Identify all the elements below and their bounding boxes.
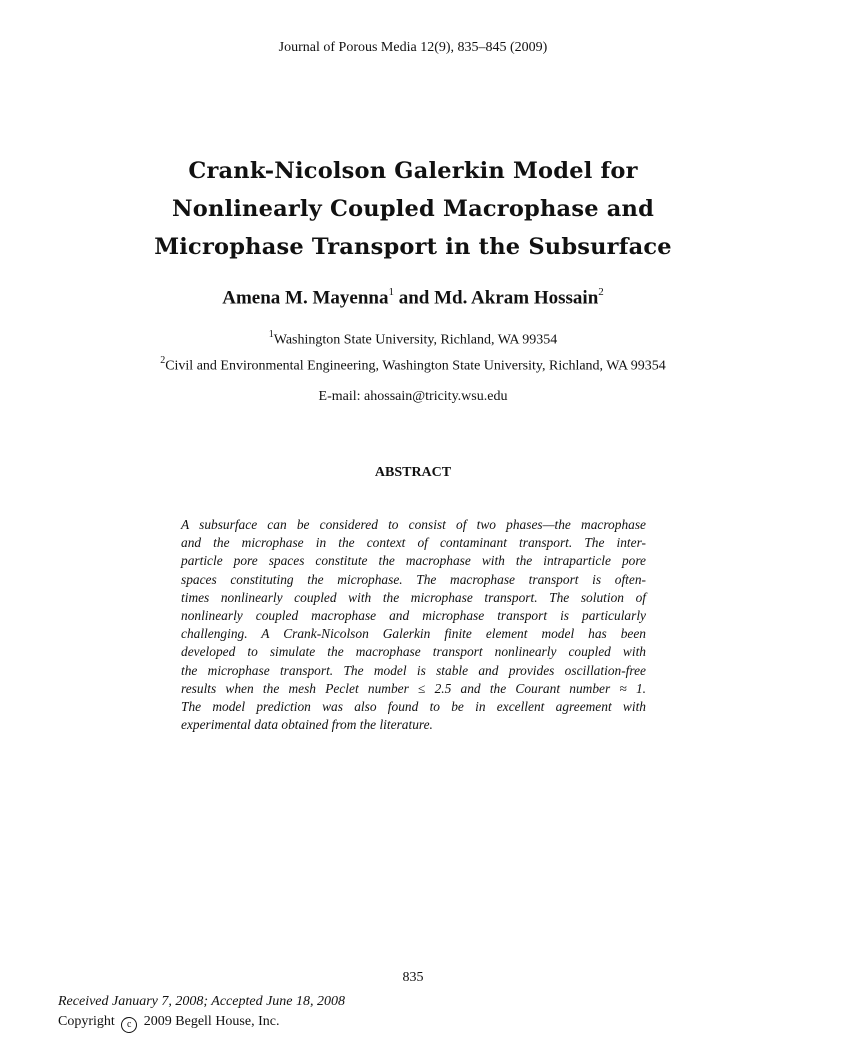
abstract-line: and the microphase in the context of contaminant transport. The inter-: [181, 535, 646, 551]
abstract-line: nonlinearly coupled macrophase and microphase transport is particularly: [181, 607, 646, 623]
affiliation-mark: 2: [160, 355, 166, 366]
journal-header: Journal of Porous Media 12(9), 835–845 (2009): [278, 40, 548, 55]
author-affil-mark: 1: [388, 286, 394, 298]
abstract-line: results when the mesh Peclet number ≤ 2.5 and the Courant number ≈ 1.: [181, 680, 646, 696]
copyright-icon: c: [121, 1017, 137, 1033]
author-name: Amena M. Mayenna: [222, 287, 389, 309]
abstract-line: experimental data obtained from the literature.: [181, 717, 433, 733]
paper-title: [0, 152, 826, 266]
affiliation: [0, 330, 826, 349]
abstract-line: challenging. A Crank-Nicolson Galerkin finite element model has been: [181, 626, 646, 642]
abstract-line: developed to simulate the macrophase transport nonlinearly coupled with: [181, 644, 646, 660]
abstract-body: [181, 516, 646, 734]
received-accepted-dates: Received January 7, 2008; Accepted June 18, 2008: [58, 994, 346, 1009]
author-list: [0, 287, 826, 309]
author-affil-mark: 2: [598, 286, 604, 298]
page-number: 835: [402, 970, 424, 985]
copyright-suffix: 2009 Begell House, Inc.: [143, 1014, 280, 1029]
abstract-heading: ABSTRACT: [374, 465, 452, 480]
abstract-line: A subsurface can be considered to consist of two phases—the macrophase: [181, 517, 646, 532]
affiliation-mark: 1: [268, 329, 274, 340]
copyright-prefix: Copyright: [58, 1014, 115, 1029]
affiliation-text: Civil and Environmental Engineering, Washington State University, Richland, WA 99354: [165, 358, 666, 374]
abstract-line: the microphase transport. The model is stable and provides oscillation-free: [181, 662, 646, 678]
contact-email: E-mail: ahossain@tricity.wsu.edu: [318, 389, 508, 404]
abstract-line: spaces constituting the microphase. The macrophase transport is often-: [181, 571, 646, 587]
title-line: Microphase Transport in the Subsurface: [154, 234, 672, 260]
author-name: Md. Akram Hossain: [434, 287, 599, 309]
copyright-notice: [58, 1014, 279, 1033]
title-line: Nonlinearly Coupled Macrophase and: [171, 196, 655, 222]
affiliation: [0, 356, 826, 375]
abstract-line: particle pore spaces constitute the macrophase with the intraparticle pore: [181, 553, 646, 569]
title-line: Crank-Nicolson Galerkin Model for: [188, 158, 638, 184]
abstract-line: times nonlinearly coupled with the microphase transport. The solution of: [181, 589, 646, 605]
author-joiner: and: [393, 287, 435, 309]
affiliation-text: Washington State University, Richland, WA 99354: [273, 332, 558, 348]
abstract-line: The model prediction was also found to be in excellent agreement with: [181, 698, 646, 714]
